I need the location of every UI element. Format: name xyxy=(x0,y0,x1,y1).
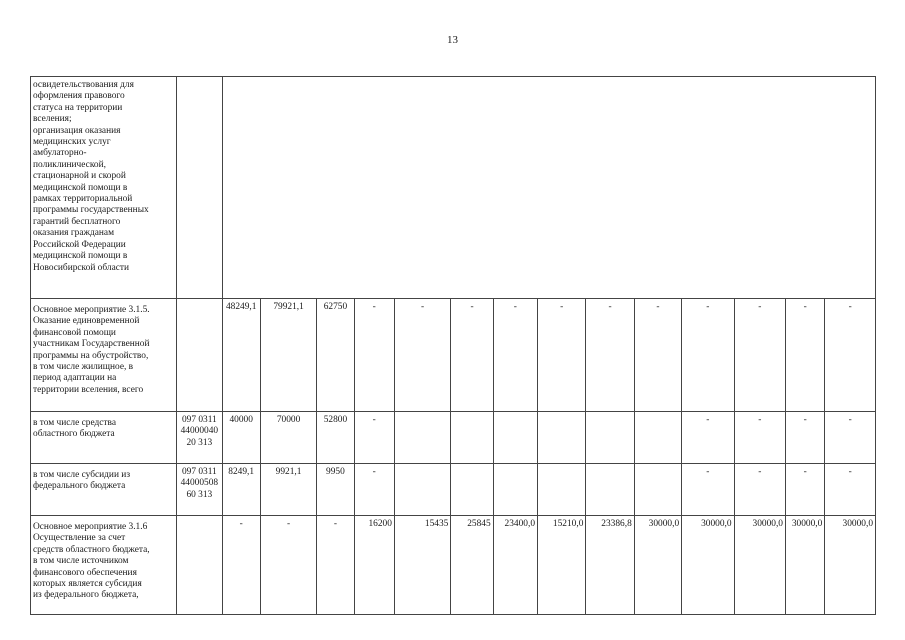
value-cell: - xyxy=(634,299,681,412)
value-cell xyxy=(451,464,493,516)
table-row xyxy=(31,412,876,464)
value-cell xyxy=(634,464,681,516)
value-cell xyxy=(493,464,537,516)
kbk-cell xyxy=(177,299,222,412)
value-cell: - xyxy=(785,299,824,412)
value-cell xyxy=(538,464,586,516)
value-cell: - xyxy=(825,412,876,464)
value-cell: - xyxy=(734,464,785,516)
table-row xyxy=(31,77,876,299)
table-row xyxy=(31,516,876,615)
value-cell: 9950 xyxy=(317,464,354,516)
value-cell: - xyxy=(260,516,316,615)
value-cell: - xyxy=(354,464,394,516)
value-cell: - xyxy=(493,299,537,412)
row-description-text: Основное мероприятие 3.1.5. Оказание единовременной финансовой помощи участникам Государственной программы на обустройство, в том числе жилищное, в период адаптации на территории вселения, всего xyxy=(33,305,150,395)
value-cell: 9921,1 xyxy=(260,464,316,516)
value-cell: 30000,0 xyxy=(785,516,824,615)
row-description-text: в том числе средства областного бюджета xyxy=(33,418,116,440)
value-cell xyxy=(394,464,450,516)
value-cell: - xyxy=(734,299,785,412)
row-description-text: в том числе субсидии из федерального бюджета xyxy=(33,470,131,492)
value-cell: - xyxy=(354,299,394,412)
value-cell: 23386,8 xyxy=(586,516,634,615)
value-cell: 62750 xyxy=(317,299,354,412)
value-cell: - xyxy=(785,412,824,464)
kbk-code: 097 0311 44000508 60 313 xyxy=(180,467,219,500)
values-merged-cell xyxy=(222,77,875,299)
table-row xyxy=(31,299,876,412)
row-description xyxy=(31,464,177,516)
value-cell: 48249,1 xyxy=(222,299,260,412)
kbk-cell xyxy=(177,516,222,615)
value-cell xyxy=(634,412,681,464)
value-cell: - xyxy=(682,299,734,412)
value-cell: 30000,0 xyxy=(825,516,876,615)
value-cell: - xyxy=(825,299,876,412)
value-cell: 70000 xyxy=(260,412,316,464)
row-description xyxy=(31,412,177,464)
value-cell: - xyxy=(317,516,354,615)
value-cell: - xyxy=(734,412,785,464)
value-cell: - xyxy=(451,299,493,412)
value-cell: - xyxy=(682,464,734,516)
page-number: 13 xyxy=(447,34,458,46)
value-cell xyxy=(586,464,634,516)
row-description-text: Основное мероприятие 3.1.6 Осуществление за счет средств областного бюджета, в том числе источником финансового обеспечения которых является субсидия из федерального бюджета, xyxy=(33,522,150,601)
value-cell: 8249,1 xyxy=(222,464,260,516)
value-cell: 40000 xyxy=(222,412,260,464)
value-cell: - xyxy=(394,299,450,412)
value-cell: 16200 xyxy=(354,516,394,615)
value-cell: - xyxy=(586,299,634,412)
kbk-code: 097 0311 44000040 20 313 xyxy=(180,415,219,448)
value-cell: 30000,0 xyxy=(734,516,785,615)
value-cell: - xyxy=(825,464,876,516)
table-row xyxy=(31,464,876,516)
value-cell xyxy=(394,412,450,464)
budget-table xyxy=(30,76,876,615)
table-body xyxy=(31,77,876,615)
value-cell: - xyxy=(785,464,824,516)
value-cell: - xyxy=(682,412,734,464)
value-cell: - xyxy=(222,516,260,615)
value-cell: 25845 xyxy=(451,516,493,615)
kbk-cell xyxy=(177,77,222,299)
row-description xyxy=(31,299,177,412)
value-cell xyxy=(451,412,493,464)
value-cell: 23400,0 xyxy=(493,516,537,615)
value-cell: 79921,1 xyxy=(260,299,316,412)
row-description-text: освидетельствования для оформления правового статуса на территории вселения; организация оказания медицинских услуг амбулаторно- поликлинической, стационарной и скорой медицинской помощи в рамках территориальной программы государственных гарантий бесплатного оказания гражданам Российской Федерации медицинской помощи в Новосибирской области xyxy=(33,80,149,273)
value-cell: 15210,0 xyxy=(538,516,586,615)
value-cell: 30000,0 xyxy=(634,516,681,615)
row-description xyxy=(31,77,177,299)
kbk-cell xyxy=(177,464,222,516)
value-cell: - xyxy=(538,299,586,412)
value-cell: 30000,0 xyxy=(682,516,734,615)
value-cell: 15435 xyxy=(394,516,450,615)
value-cell xyxy=(538,412,586,464)
value-cell: - xyxy=(354,412,394,464)
kbk-cell xyxy=(177,412,222,464)
row-description xyxy=(31,516,177,615)
value-cell xyxy=(586,412,634,464)
value-cell xyxy=(493,412,537,464)
value-cell: 52800 xyxy=(317,412,354,464)
